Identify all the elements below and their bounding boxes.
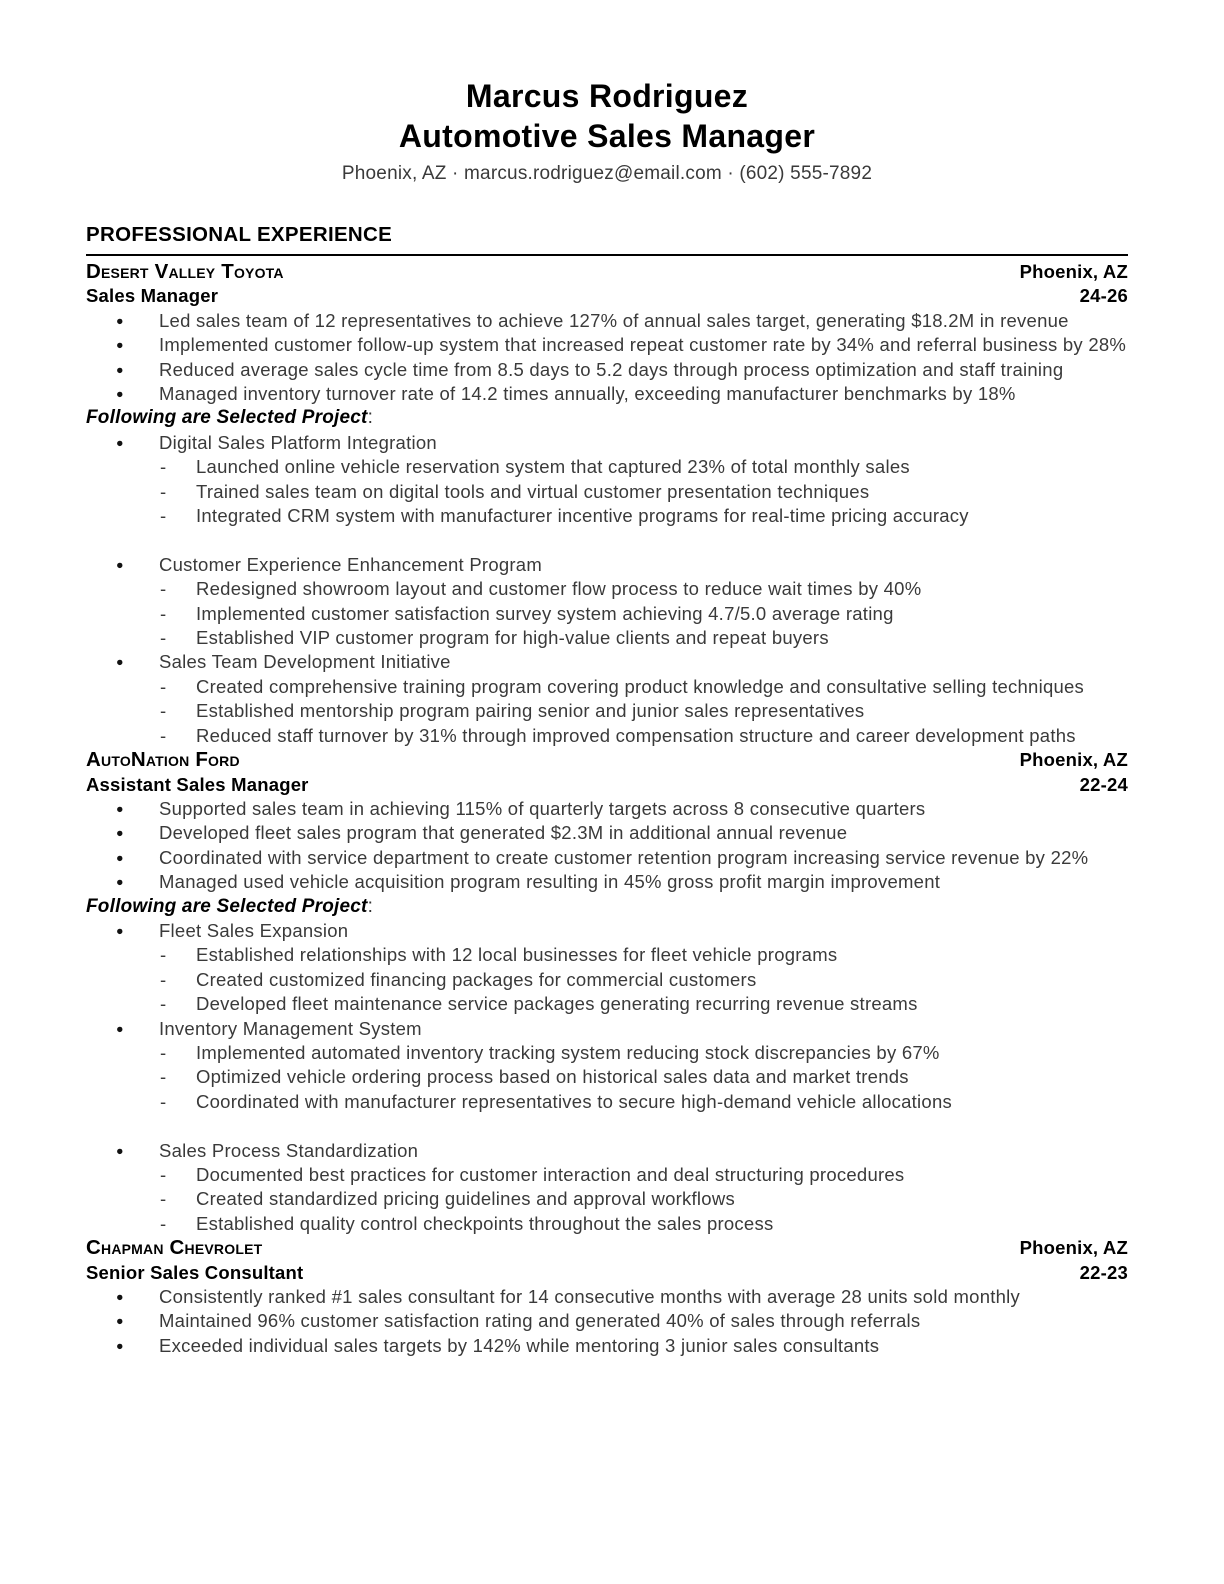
bullet-text: Developed fleet sales program that generated $2.3M in additional annual revenue: [159, 822, 848, 844]
bullet-item: [86, 309, 1128, 333]
bullet-text: Reduced average sales cycle time from 8.5 days to 5.2 days through process optimization and staff training: [159, 358, 1064, 380]
bullet-item: [86, 358, 1128, 382]
project-subitem: [86, 675, 1128, 699]
job-role: Assistant Sales Manager: [86, 773, 309, 795]
candidate-name: Marcus Rodriguez: [465, 78, 749, 114]
project-subitem-text: Integrated CRM system with manufacturer incentive programs for real-time pricing accuracy: [196, 505, 969, 527]
bullet-icon: ●: [116, 435, 124, 450]
project-subitem: [86, 1065, 1128, 1089]
dash-icon: -: [160, 456, 167, 478]
dash-icon: -: [160, 627, 167, 649]
dash-icon: -: [160, 700, 167, 722]
section-title: PROFESSIONAL EXPERIENCE: [86, 223, 1128, 256]
dash-icon: -: [160, 505, 167, 527]
bullet-item: [86, 382, 1128, 406]
project-subitem-text: Developed fleet maintenance service packages generating recurring revenue streams: [196, 993, 918, 1015]
project-name: Sales Team Development Initiative: [159, 651, 451, 673]
project-subitem-text: Trained sales team on digital tools and virtual customer presentation techniques: [196, 480, 870, 502]
bullet-text: Managed inventory turnover rate of 14.2 times annually, exceeding manufacturer benchmarks by 18%: [159, 383, 1016, 405]
project-subitem: [86, 455, 1128, 479]
project-subitem-text: Established relationships with 12 local businesses for fleet vehicle programs: [196, 944, 838, 966]
project-subitem: [86, 480, 1128, 504]
project-subitem: [86, 626, 1128, 650]
projects-heading-label: Following are Selected Project: [86, 407, 368, 429]
project-item: [86, 650, 1128, 674]
bullet-text: Consistently ranked #1 sales consultant for 14 consecutive months with average 28 units sold monthly: [159, 1286, 1021, 1308]
project-subitem: [86, 1041, 1128, 1065]
bullet-icon: ●: [116, 1021, 124, 1036]
project-item: [86, 1017, 1128, 1041]
bullet-icon: ●: [116, 387, 124, 402]
project-item: [86, 1139, 1128, 1163]
project-subitem: [86, 943, 1128, 967]
dash-icon: -: [160, 578, 167, 600]
company-name: Chapman Chevrolet: [86, 1236, 263, 1260]
job-header-row: [86, 260, 1128, 284]
bullet-item: [86, 333, 1128, 357]
bullet-icon: ●: [116, 923, 124, 938]
project-name: Customer Experience Enhancement Program: [159, 553, 543, 575]
project-subitem-text: Created customized financing packages for commercial customers: [196, 968, 757, 990]
project-subitem: [86, 1163, 1128, 1187]
bullet-icon: ●: [116, 1338, 124, 1353]
project-subitem-text: Created standardized pricing guidelines and approval workflows: [196, 1188, 735, 1210]
jobs-container: [86, 260, 1128, 1358]
job-dates: 22-23: [1079, 1261, 1128, 1283]
bullet-text: Coordinated with service department to create customer retention program increasing service revenue by 22%: [159, 846, 1089, 868]
job-role: Senior Sales Consultant: [86, 1261, 304, 1283]
project-subitem-text: Implemented customer satisfaction survey system achieving 4.7/5.0 average rating: [196, 602, 894, 624]
bullet-text: Supported sales team in achieving 115% of quarterly targets across 8 consecutive quarters: [159, 797, 926, 819]
bullet-icon: ●: [116, 1314, 124, 1329]
project-subitem: [86, 504, 1128, 528]
job-subheader-row: [86, 284, 1128, 308]
projects-heading-colon: :: [367, 407, 373, 429]
bullet-icon: ●: [116, 338, 124, 353]
bullet-item: [86, 797, 1128, 821]
resume-header: [86, 76, 1128, 186]
bullet-icon: ●: [116, 313, 124, 328]
project-subitem-text: Reduced staff turnover by 31% through improved compensation structure and career development paths: [196, 724, 1076, 746]
project-item: [86, 553, 1128, 577]
project-subitem: [86, 1212, 1128, 1236]
project-subitem-text: Established VIP customer program for high-value clients and repeat buyers: [196, 627, 829, 649]
dash-icon: -: [160, 968, 167, 990]
bullet-item: [86, 846, 1128, 870]
projects-heading-label: Following are Selected Project: [86, 895, 368, 917]
project-subitem-text: Established quality control checkpoints throughout the sales process: [196, 1212, 774, 1234]
dash-icon: -: [160, 1066, 167, 1088]
bullet-icon: ●: [116, 875, 124, 890]
project-name: Digital Sales Platform Integration: [159, 431, 437, 453]
job-entry: [86, 260, 1128, 748]
bullet-icon: ●: [116, 655, 124, 670]
project-name: Fleet Sales Expansion: [159, 919, 349, 941]
bullet-item: [86, 1309, 1128, 1333]
project-subitem-text: Implemented automated inventory tracking system reducing stock discrepancies by 67%: [196, 1041, 940, 1063]
experience-section: [86, 223, 1128, 1358]
project-subitem: [86, 602, 1128, 626]
project-subitem-text: Established mentorship program pairing senior and junior sales representatives: [196, 700, 865, 722]
bullet-icon: ●: [116, 850, 124, 865]
project-subitem-text: Documented best practices for customer interaction and deal structuring procedures: [196, 1164, 905, 1185]
project-subitem: [86, 968, 1128, 992]
project-subitem: [86, 699, 1128, 723]
job-dates: 24-26: [1079, 285, 1128, 307]
project-subitem-text: Redesigned showroom layout and customer flow process to reduce wait times by 40%: [196, 578, 922, 600]
project-subitem: [86, 1090, 1128, 1114]
project-subitem: [86, 724, 1128, 748]
project-subitem: [86, 992, 1128, 1016]
job-entry: [86, 1236, 1128, 1358]
bullet-item: [86, 1285, 1128, 1309]
bullet-icon: ●: [116, 557, 124, 572]
dash-icon: -: [160, 724, 167, 746]
dash-icon: -: [160, 480, 167, 502]
job-location: Phoenix, AZ: [1019, 1237, 1128, 1259]
job-dates: 22-24: [1079, 773, 1128, 795]
projects-heading: [86, 895, 1128, 919]
bullet-text: Exceeded individual sales targets by 142% while mentoring 3 junior sales consultants: [159, 1334, 880, 1356]
candidate-title: Automotive Sales Manager: [398, 118, 816, 154]
bullet-item: [86, 821, 1128, 845]
dash-icon: -: [160, 1164, 167, 1185]
project-item: [86, 919, 1128, 943]
dash-icon: -: [160, 944, 167, 966]
dash-icon: -: [160, 1041, 167, 1063]
dash-icon: -: [160, 993, 167, 1015]
dash-icon: -: [160, 1090, 167, 1112]
job-subheader-row: [86, 773, 1128, 797]
job-subheader-row: [86, 1261, 1128, 1285]
project-name: Sales Process Standardization: [159, 1139, 419, 1161]
job-location: Phoenix, AZ: [1019, 261, 1128, 282]
bullet-icon: ●: [116, 1290, 124, 1305]
projects-heading-colon: :: [367, 895, 373, 917]
bullet-text: Led sales team of 12 representatives to achieve 127% of annual sales target, generating $18.2M in revenue: [159, 309, 1069, 331]
contact-line: Phoenix, AZ · marcus.rodriguez@email.com · (602) 555-7892: [341, 163, 873, 184]
bullet-icon: ●: [116, 1143, 124, 1158]
company-name: Desert Valley Toyota: [86, 260, 284, 283]
bullet-icon: ●: [116, 801, 124, 816]
job-header-row: [86, 1236, 1128, 1260]
bullet-text: Maintained 96% customer satisfaction rating and generated 40% of sales through referrals: [159, 1310, 921, 1332]
job-location: Phoenix, AZ: [1019, 749, 1128, 771]
dash-icon: -: [160, 675, 167, 697]
bullet-icon: ●: [116, 826, 124, 841]
bullet-text: Implemented customer follow-up system that increased repeat customer rate by 34% and referral business by 28%: [159, 334, 1127, 356]
project-subitem: [86, 577, 1128, 601]
project-subitem-text: Coordinated with manufacturer representatives to secure high-demand vehicle allocations: [196, 1090, 952, 1112]
project-subitem: [86, 1187, 1128, 1211]
job-entry: [86, 748, 1128, 1236]
company-name: AutoNation Ford: [86, 748, 240, 772]
dash-icon: -: [160, 1212, 167, 1234]
project-subitem-text: Created comprehensive training program covering product knowledge and consultative selling techniques: [196, 675, 1085, 697]
bullet-text: Managed used vehicle acquisition program resulting in 45% gross profit margin improvement: [159, 871, 941, 893]
projects-heading: [86, 406, 1128, 430]
bullet-icon: ●: [116, 362, 124, 377]
job-role: Sales Manager: [86, 285, 219, 307]
bullet-item: [86, 1334, 1128, 1358]
project-item: [86, 431, 1128, 455]
dash-icon: -: [160, 602, 167, 624]
project-subitem-text: Optimized vehicle ordering process based on historical sales data and market trends: [196, 1066, 909, 1088]
dash-icon: -: [160, 1188, 167, 1210]
project-name: Inventory Management System: [159, 1017, 422, 1039]
bullet-item: [86, 870, 1128, 894]
project-subitem-text: Launched online vehicle reservation system that captured 23% of total monthly sales: [196, 456, 910, 478]
job-header-row: [86, 748, 1128, 772]
